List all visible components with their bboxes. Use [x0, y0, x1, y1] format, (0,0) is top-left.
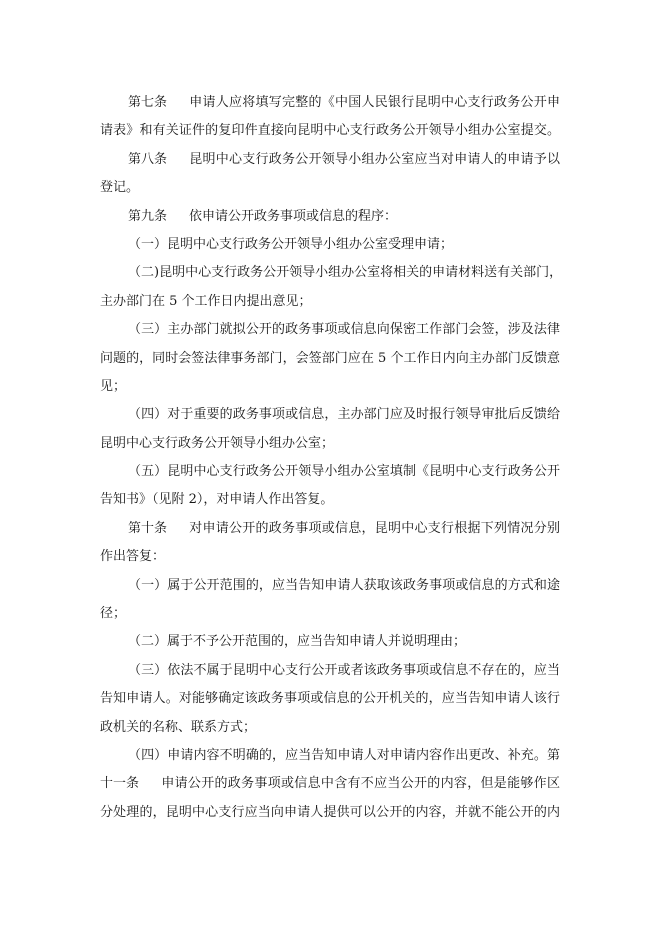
- article-label: 第九条: [128, 208, 168, 224]
- article-8-line-2: [100, 174, 560, 202]
- line-text: 作出答复：: [100, 549, 166, 565]
- article-10-item-4-line-1: [100, 742, 560, 770]
- article-10-item-1-line-2: [100, 600, 560, 628]
- line-text: （一）昆明中心支行政务公开领导小组办公室受理申请；: [128, 236, 454, 252]
- line-text: 申请人应将填写完整的《中国人民银行昆明中心支行政务公开申: [189, 95, 560, 110]
- line-text: （三）主办部门就拟公开的政务事项或信息向保密工作部门会签，涉及法律: [128, 322, 560, 338]
- article-7-line-1: [100, 89, 560, 117]
- line-text: 登记。: [100, 180, 140, 196]
- line-text: （一）属于公开范围的，应当告知申请人获取该政务事项或信息的方式和途: [128, 577, 560, 593]
- line-text: 径；: [100, 606, 127, 622]
- article-10-item-2: [100, 628, 560, 656]
- article-9-item-3-line-3: [100, 373, 560, 401]
- article-10-item-3-line-1: [100, 657, 560, 685]
- article-9-item-2-line-1: [100, 259, 563, 287]
- article-10-item-1-line-1: [100, 572, 560, 600]
- line-text: （四）对于重要的政务事项或信息，主办部门应及时报行领导审批后反馈给: [128, 407, 560, 423]
- line-text: 昆明中心支行政务公开领导小组办公室；: [100, 435, 335, 451]
- line-text: 问题的，同时会签法律事务部门，会签部门应在 5 个工作日内向主办部门反馈意: [100, 350, 560, 366]
- article-9-item-5-line-2: [100, 486, 560, 514]
- line-text: 政机关的名称、联系方式；: [100, 719, 257, 735]
- article-label: 第七条: [128, 95, 168, 110]
- line-text: 依申请公开政务事项或信息的程序：: [189, 208, 398, 224]
- line-text: （二)昆明中心支行政务公开领导小组办公室将相关的申请材料送有关部门，: [128, 265, 563, 281]
- document-body: [100, 89, 563, 827]
- article-9-item-3-line-1: [100, 316, 560, 344]
- article-9-item-4-line-1: [100, 401, 560, 429]
- article-10-item-3-line-3: [100, 714, 560, 742]
- article-9-item-5-line-1: [100, 458, 560, 486]
- line-text: （三）依法不属于昆明中心支行公开或者该政务事项或信息不存在的，应当: [128, 662, 560, 678]
- article-11-line-1: [100, 770, 560, 798]
- article-8-line-1: [100, 146, 560, 174]
- article-11-line-2: [100, 799, 560, 827]
- article-10-heading-line-1: [100, 515, 560, 543]
- line-text: 告知书》（见附 2），对申请人作出答复。: [100, 492, 334, 508]
- article-7-line-2: [100, 117, 560, 145]
- article-label: 十一条: [100, 776, 140, 792]
- line-text: 主办部门在 5 个工作日内提出意见；: [100, 293, 312, 309]
- article-9-item-1: [100, 231, 560, 259]
- article-label: 第八条: [128, 151, 168, 167]
- line-text: 告知申请人。对能够确定该政务事项或信息的公开机关的，应当告知申请人该行: [100, 691, 560, 707]
- line-text: （四）申请内容不明确的，应当告知申请人对申请内容作出更改、补充。第: [128, 747, 560, 763]
- line-text: 昆明中心支行政务公开领导小组办公室应当对申请人的申请予以: [189, 151, 560, 167]
- line-text: 见；: [100, 378, 127, 394]
- line-text: 请表》和有关证件的复印件直接向昆明中心支行政务公开领导小组办公室提交。: [100, 123, 560, 139]
- line-text: 申请公开的政务事项或信息中含有不应当公开的内容，但是能够作区: [161, 776, 560, 792]
- line-text: 分处理的，昆明中心支行应当向申请人提供可以公开的内容，并就不能公开的内: [100, 804, 560, 820]
- line-text: （五）昆明中心支行政务公开领导小组办公室填制《昆明中心支行政务公开: [128, 464, 560, 480]
- article-9-heading: [100, 203, 560, 231]
- article-9-item-4-line-2: [100, 430, 560, 458]
- line-text: （二）属于不予公开范围的，应当告知申请人并说明理由；: [128, 634, 467, 650]
- article-10-item-3-line-2: [100, 685, 560, 713]
- line-text: 对申请公开的政务事项或信息，昆明中心支行根据下列情况分别: [189, 520, 560, 536]
- article-label: 第十条: [128, 520, 168, 536]
- article-9-item-3-line-2: [100, 345, 560, 373]
- article-9-item-2-line-2: [100, 288, 560, 316]
- article-10-heading-line-2: [100, 543, 560, 571]
